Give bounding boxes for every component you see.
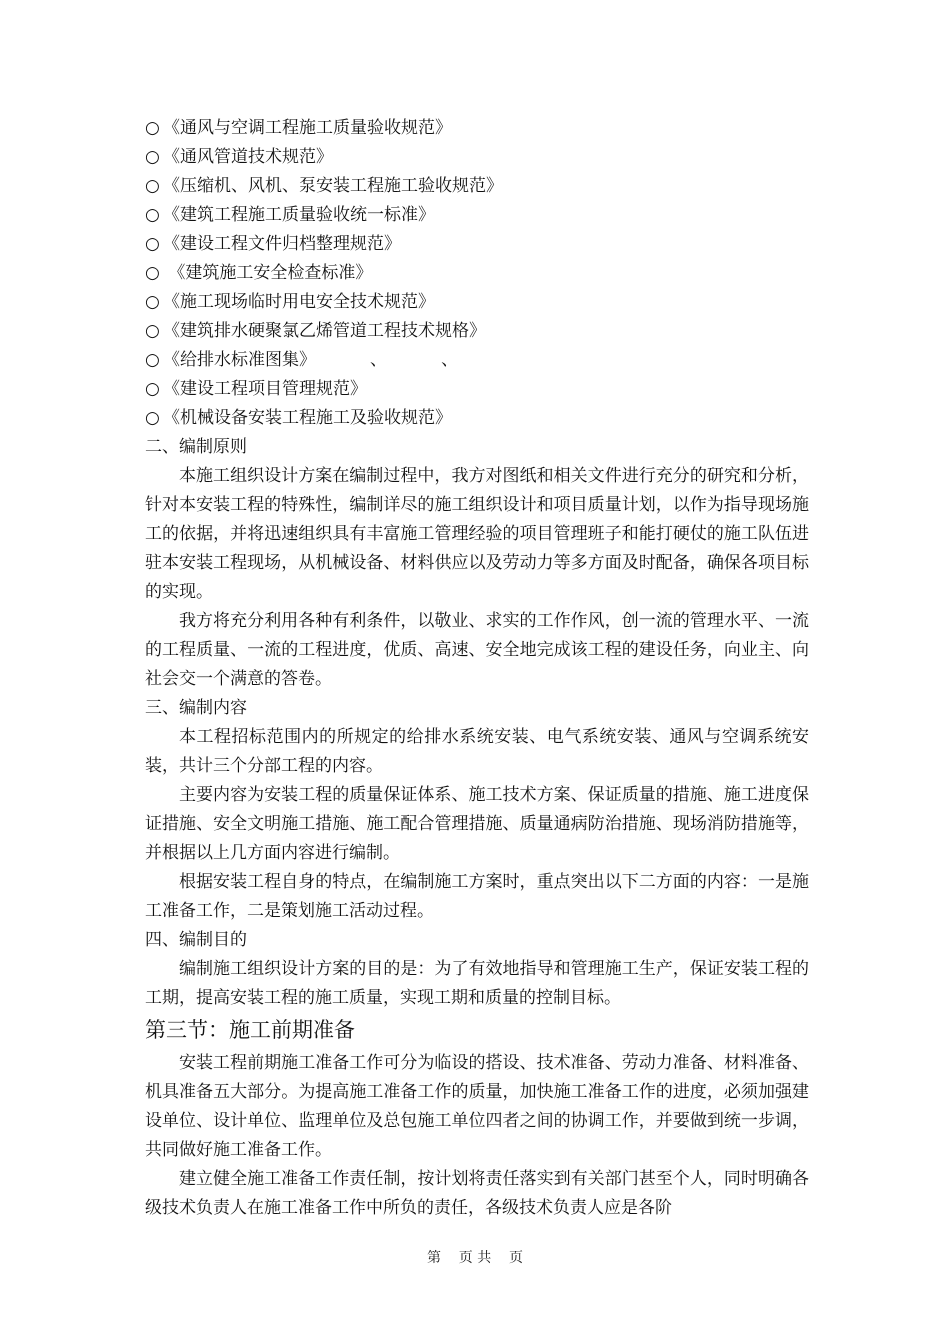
document-page bbox=[145, 114, 809, 1223]
section-heading: 四、编制目的 bbox=[145, 930, 247, 950]
page-footer bbox=[0, 1247, 950, 1267]
paragraph: 编制施工组织设计方案的目的是：为了有效地指导和管理施工生产，保证安装工程的工期，提高安装工程的施工质量，实现工期和质量的控制目标。 bbox=[145, 959, 809, 1008]
reference-item bbox=[145, 143, 809, 172]
reference-text: 《建筑排水硬聚氯乙烯管道工程技术规格》 bbox=[163, 321, 486, 341]
reference-text: 《建筑施工安全检查标准》 bbox=[163, 263, 373, 283]
reference-item bbox=[145, 404, 809, 433]
section-compilation-principles bbox=[145, 433, 809, 694]
paragraph: 安装工程前期施工准备工作可分为临设的搭设、技术准备、劳动力准备、材料准备、机具准备五大部分。为提高施工准备工作的质量，加快施工准备工作的进度，必须加强建设单位、设计单位、监理单位及总包施工单位四者之间的协调工作，并要做到统一步调，共同做好施工准备工作。 bbox=[145, 1053, 809, 1160]
circle-bullet-icon: ○ bbox=[145, 118, 160, 138]
section-compilation-content bbox=[145, 694, 809, 926]
section-heading: 二、编制原则 bbox=[145, 437, 247, 457]
reference-text: 《建设工程文件归档整理规范》 bbox=[163, 234, 401, 254]
reference-item bbox=[145, 172, 809, 201]
paragraph: 我方将充分利用各种有利条件，以敬业、求实的工作作风，创一流的管理水平、一流的工程质量、一流的工程进度，优质、高速、安全地完成该工程的建设任务，向业主、向社会交一个满意的答卷。 bbox=[145, 611, 809, 689]
paragraph: 本工程招标范围内的所规定的给排水系统安装、电气系统安装、通风与空调系统安装，共计三个分部工程的内容。 bbox=[145, 727, 809, 776]
circle-bullet-icon: ○ bbox=[145, 147, 160, 167]
reference-item bbox=[145, 201, 809, 230]
reference-item bbox=[145, 259, 809, 288]
circle-bullet-icon: ○ bbox=[145, 234, 160, 254]
reference-text: 《建设工程项目管理规范》 bbox=[163, 379, 367, 399]
section-heading: 三、编制内容 bbox=[145, 698, 247, 718]
circle-bullet-icon: ○ bbox=[145, 292, 160, 312]
reference-item bbox=[145, 317, 809, 346]
circle-bullet-icon: ○ bbox=[145, 205, 160, 225]
circle-bullet-icon: ○ bbox=[145, 379, 160, 399]
reference-text: 《施工现场临时用电安全技术规范》 bbox=[163, 292, 435, 312]
circle-bullet-icon: ○ bbox=[145, 350, 160, 370]
reference-text: 《建筑工程施工质量验收统一标准》 bbox=[163, 205, 435, 225]
paragraph: 根据安装工程自身的特点，在编制施工方案时，重点突出以下二方面的内容：一是施工准备工作，二是策划施工活动过程。 bbox=[145, 872, 809, 921]
chapter-title: 第三节：施工前期准备 bbox=[145, 1018, 355, 1042]
section-compilation-purpose bbox=[145, 926, 809, 1013]
reference-text: 《通风管道技术规范》 bbox=[163, 147, 333, 167]
paragraph: 本施工组织设计方案在编制过程中，我方对图纸和相关文件进行充分的研究和分析，针对本安装工程的特殊性，编制详尽的施工组织设计和项目质量计划，以作为指导现场施工的依据，并将迅速组织具有丰富施工管理经验的项目管理班子和能打硬仗的施工队伍进驻本安装工程现场，从机械设备、材料供应以及劳动力等多方面及时配备，确保各项目标的实现。 bbox=[145, 466, 809, 602]
chapter-preparation bbox=[145, 1013, 809, 1223]
reference-text: 《通风与空调工程施工质量验收规范》 bbox=[163, 118, 452, 138]
page-number-text: 第 页 共 页 bbox=[426, 1250, 524, 1266]
paragraph: 主要内容为安装工程的质量保证体系、施工技术方案、保证质量的措施、施工进度保证措施、安全文明施工措施、施工配合管理措施、质量通病防治措施、现场消防措施等，并根据以上几方面内容进行编制。 bbox=[145, 785, 809, 863]
circle-bullet-icon: ○ bbox=[145, 408, 160, 428]
reference-item bbox=[145, 288, 809, 317]
circle-bullet-icon: ○ bbox=[145, 176, 160, 196]
reference-text: 《压缩机、风机、泵安装工程施工验收规范》 bbox=[163, 176, 503, 196]
reference-item bbox=[145, 114, 809, 143]
reference-list bbox=[145, 114, 809, 433]
reference-item bbox=[145, 230, 809, 259]
reference-text: 《机械设备安装工程施工及验收规范》 bbox=[163, 408, 452, 428]
reference-text: 《给排水标准图集》 、 、 bbox=[163, 350, 459, 370]
paragraph: 建立健全施工准备工作责任制，按计划将责任落实到有关部门甚至个人，同时明确各级技术负责人在施工准备工作中所负的责任，各级技术负责人应是各阶 bbox=[145, 1169, 809, 1218]
reference-item bbox=[145, 346, 809, 375]
circle-bullet-icon: ○ bbox=[145, 263, 160, 283]
reference-item bbox=[145, 375, 809, 404]
circle-bullet-icon: ○ bbox=[145, 321, 160, 341]
